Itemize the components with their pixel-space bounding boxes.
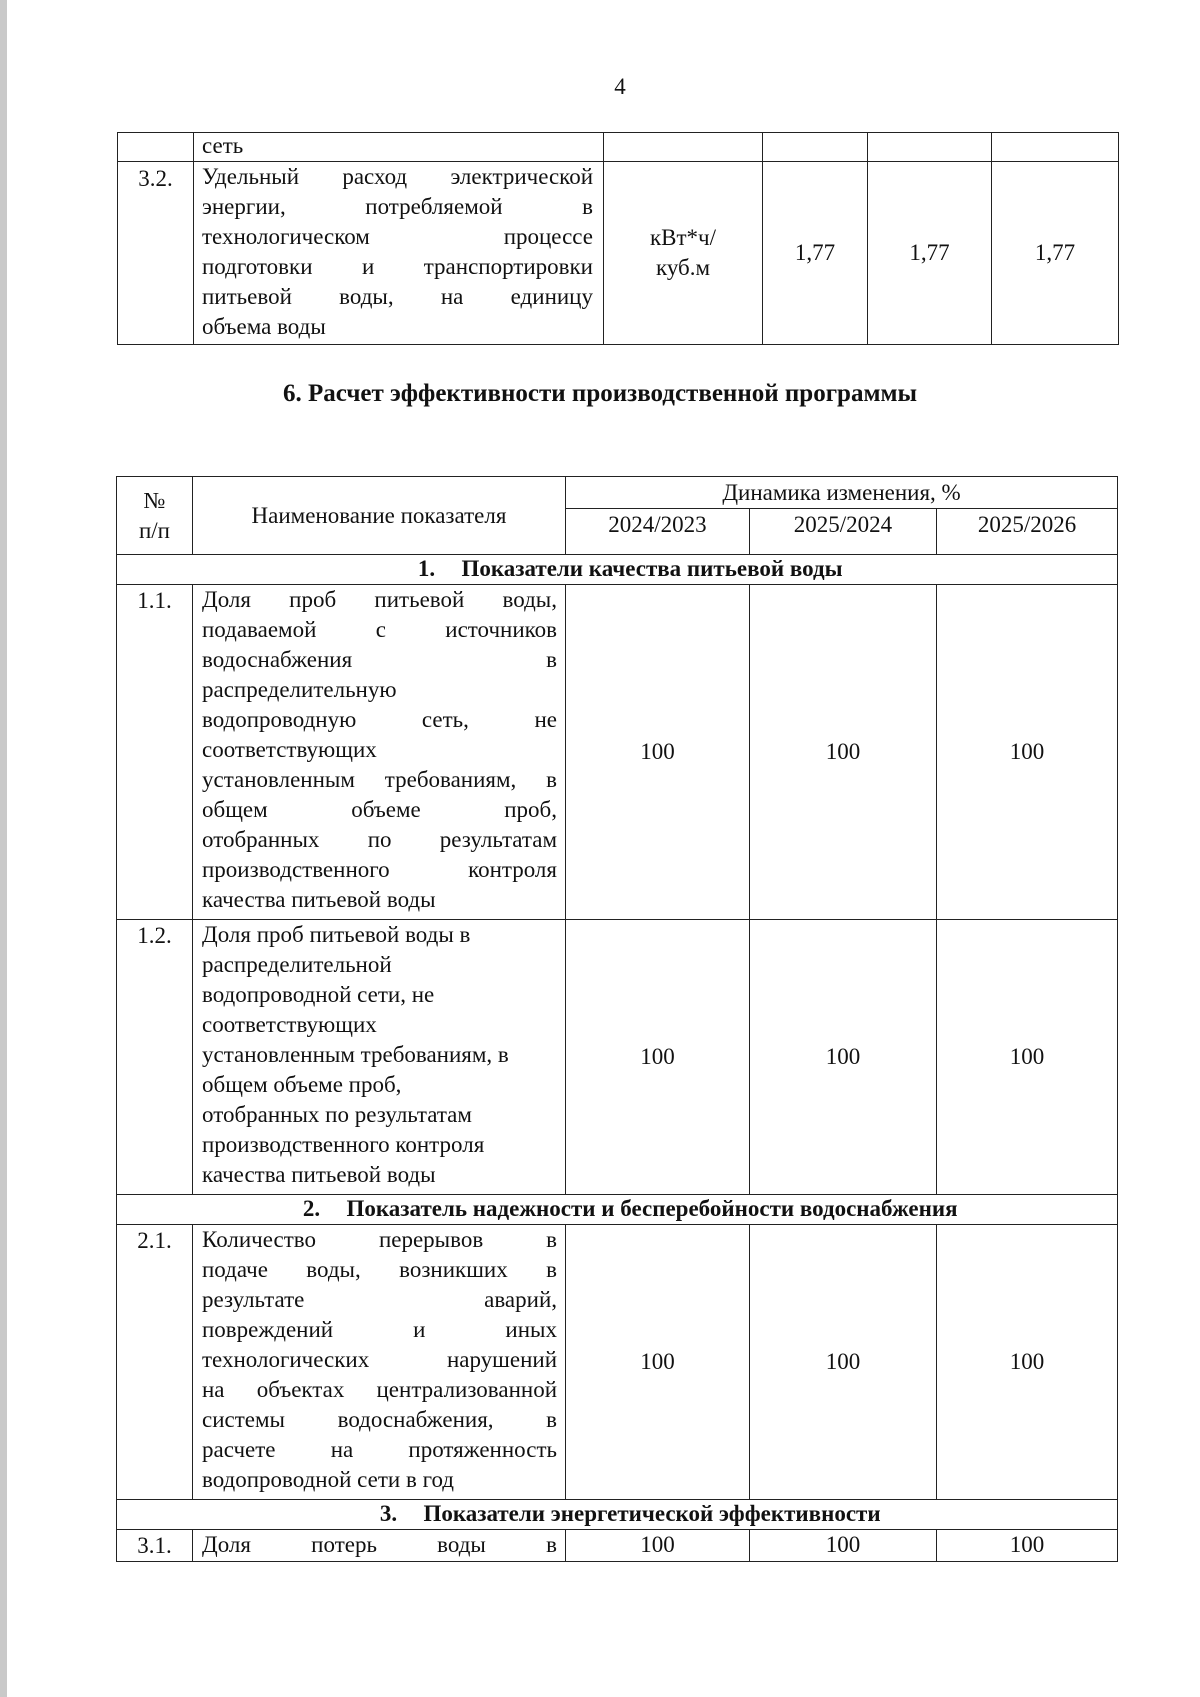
value-cell: 100 [937, 1530, 1118, 1562]
name-line: Доля потерь воды в [202, 1532, 557, 1557]
name-line: отобранных по результатам [202, 1102, 472, 1127]
row-number [118, 133, 194, 162]
table-row [118, 133, 1119, 162]
section-row [117, 555, 1118, 585]
name-line: подготовки и транспортировки [202, 254, 593, 279]
name-line: общем объеме проб, [202, 797, 557, 822]
value-cell [763, 133, 868, 162]
name-line: водоснабжения в [202, 647, 557, 672]
value-cell: 100 [566, 1530, 750, 1562]
name-line: качества питьевой воды [202, 1162, 436, 1187]
name-line: водопроводной сети, не [202, 982, 435, 1007]
value-cell: 100 [750, 1530, 937, 1562]
unit-line: куб.м [655, 255, 711, 280]
table-row [118, 162, 1119, 345]
header-num [117, 477, 193, 555]
value-cell: 100 [566, 585, 750, 920]
name-line: соответствующих [202, 737, 377, 762]
value-cell [868, 133, 992, 162]
value-cell: 1,77 [763, 162, 868, 345]
name-line: Удельный расход электрической [202, 164, 593, 189]
name-line: установленным требованиям, в [202, 767, 557, 792]
header-group: Динамика изменения, % [566, 477, 1118, 509]
name-line: распределительную [202, 677, 397, 702]
section-heading [117, 1500, 1118, 1530]
section-row [117, 1500, 1118, 1530]
value-cell: 100 [566, 920, 750, 1195]
section-heading [117, 1195, 1118, 1225]
page-number: 4 [614, 74, 626, 99]
header-num-line: № [143, 487, 166, 513]
header-period: 2024/2023 [566, 509, 750, 555]
name-line: энергии, потребляемой в [202, 194, 593, 219]
indicator-name [193, 1225, 566, 1500]
name-line: водопроводной сети в год [202, 1467, 454, 1492]
value-cell [992, 133, 1119, 162]
row-number: 2.1. [117, 1225, 193, 1500]
name-line: водопроводную сеть, не [202, 707, 557, 732]
table-row [117, 585, 1118, 920]
name-line: повреждений и иных [202, 1317, 557, 1342]
value-cell: 100 [566, 1225, 750, 1500]
name-line: расчете на протяженность [202, 1437, 557, 1462]
name-line: отобранных по результатам [202, 827, 557, 852]
section-number: 1. [417, 556, 436, 581]
name-line: питьевой воды, на единицу [202, 284, 593, 309]
section-title: 6. Расчет эффективности производственной программы [282, 380, 918, 407]
section-number: 2. [302, 1196, 321, 1221]
indicator-name [193, 1530, 566, 1562]
header-name: Наименование показателя [193, 477, 566, 555]
indicator-name [193, 585, 566, 920]
section-heading-text: Показатели качества питьевой воды [461, 556, 843, 581]
unit-cell [604, 162, 763, 345]
name-line: системы водоснабжения, в [202, 1407, 557, 1432]
name-line: технологическом процессе [202, 224, 593, 249]
name-line: распределительной [202, 952, 392, 977]
name-line: Доля проб питьевой воды, [202, 587, 557, 612]
continuation-table [117, 132, 1119, 345]
header-num-line: п/п [138, 517, 170, 543]
value-cell: 1,77 [992, 162, 1119, 345]
value-cell: 100 [937, 585, 1118, 920]
header-period: 2025/2026 [937, 509, 1118, 555]
name-line: объема воды [202, 314, 326, 339]
row-number: 1.1. [117, 585, 193, 920]
name-line: на объектах централизованной [202, 1377, 557, 1402]
value-cell: 100 [750, 585, 937, 920]
indicator-name [194, 162, 604, 345]
row-number: 3.2. [118, 162, 194, 345]
name-line: подаваемой с источников [202, 617, 557, 642]
table-row [117, 1530, 1118, 1562]
name-line: соответствующих [202, 1012, 377, 1037]
header-period: 2025/2024 [750, 509, 937, 555]
section-number: 3. [379, 1501, 398, 1526]
indicator-name [193, 920, 566, 1195]
name-line: Доля проб питьевой воды в [202, 922, 471, 947]
header-row [117, 477, 1118, 509]
name-line: общем объеме проб, [202, 1072, 402, 1097]
name-line: производственного контроля [202, 857, 557, 882]
name-line: установленным требованиям, в [202, 1042, 509, 1067]
value-cell: 100 [750, 920, 937, 1195]
section-heading-text: Показатель надежности и бесперебойности водоснабжения [346, 1196, 958, 1221]
scan-edge [0, 0, 7, 1697]
efficiency-table [116, 476, 1118, 1562]
value-cell: 100 [937, 920, 1118, 1195]
name-line: подаче воды, возникших в [202, 1257, 557, 1282]
table-row [117, 920, 1118, 1195]
unit-cell [604, 133, 763, 162]
table-row [117, 1225, 1118, 1500]
section-heading [117, 555, 1118, 585]
row-number: 3.1. [117, 1530, 193, 1562]
unit-line: кВт*ч/ [649, 225, 717, 250]
name-line: Количество перерывов в [202, 1227, 557, 1252]
name-line: результате аварий, [202, 1287, 557, 1312]
row-number: 1.2. [117, 920, 193, 1195]
value-cell: 100 [937, 1225, 1118, 1500]
section-heading-text: Показатели энергетической эффективности [423, 1501, 881, 1526]
name-line: качества питьевой воды [202, 887, 436, 912]
value-cell: 100 [750, 1225, 937, 1500]
indicator-name: сеть [194, 133, 604, 162]
name-line: производственного контроля [202, 1132, 485, 1157]
value-cell: 1,77 [868, 162, 992, 345]
name-line: технологических нарушений [202, 1347, 557, 1372]
section-row [117, 1195, 1118, 1225]
